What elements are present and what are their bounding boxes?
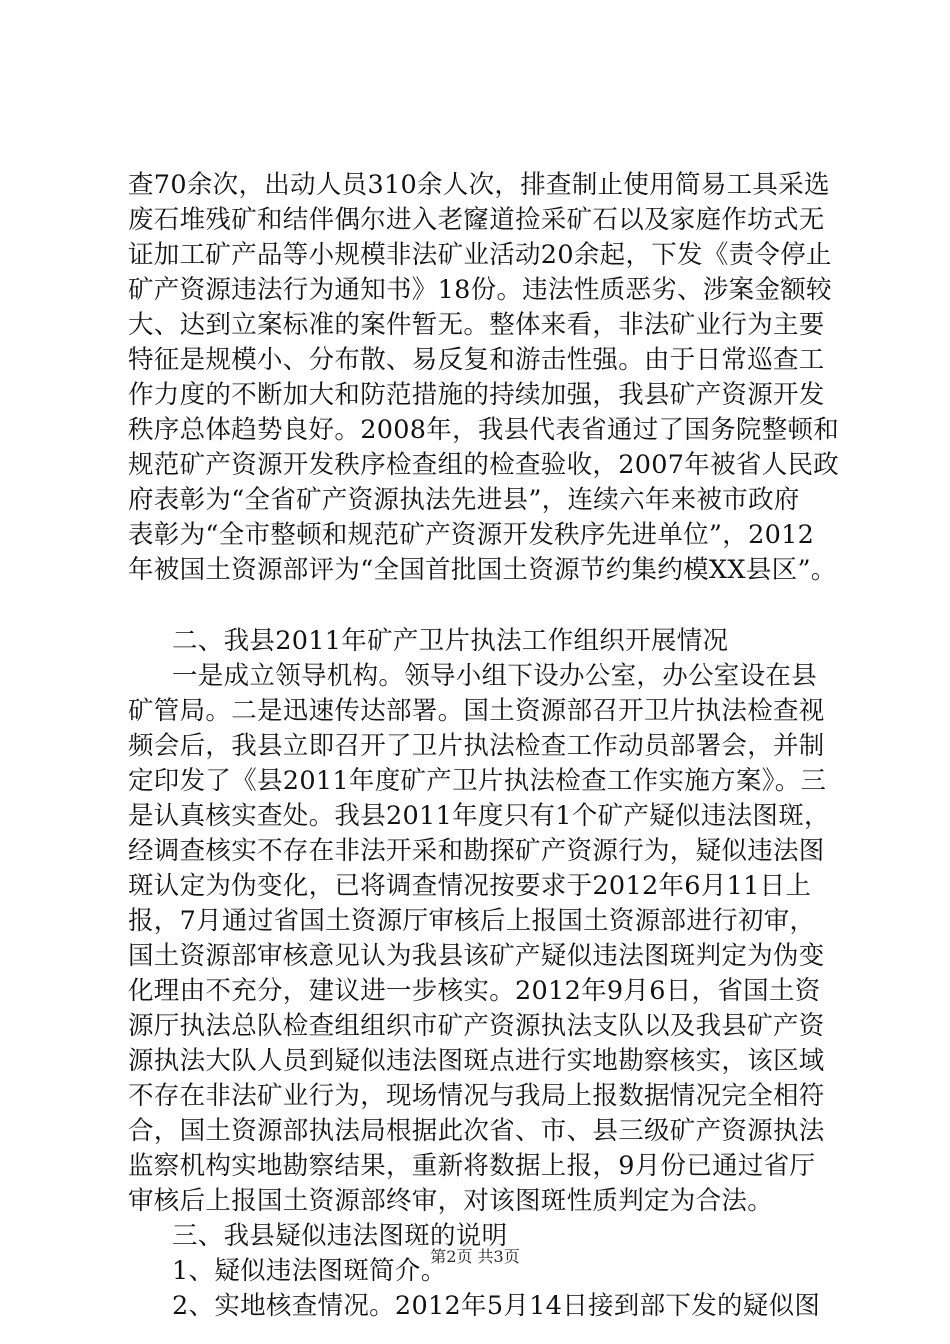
text-line: 报，7月通过省国土资源厅审核后上报国土资源部进行初审， [128, 906, 816, 936]
text-line: 监察机构实地勘察结果，重新将数据上报，9月份已通过省厅 [128, 1151, 816, 1181]
text-line: 规范矿产资源开发秩序检查组的检查验收，2007年被省人民政 [128, 450, 840, 480]
text-line: 查70余次，出动人员310余人次，排查制止使用简易工具采选 [128, 170, 830, 200]
text-line: 一是成立领导机构。领导小组下设办公室，办公室设在县 [172, 661, 818, 691]
text-line: 废石堆残矿和结伴偶尔进入老窿道捡采矿石以及家庭作坊式无 [128, 205, 825, 235]
text-line: 表彰为“全市整顿和规范矿产资源开发秩序先进单位”，2012 [128, 520, 815, 550]
text-line: 年被国土资源部评为“全国首批国土资源节约集约模XX县区”。 [128, 555, 837, 585]
text-line: 是认真核实查处。我县2011年度只有1个矿产疑似违法图斑， [128, 801, 830, 831]
text-line: 经调查核实不存在非法开采和勘探矿产资源行为，疑似违法图 [128, 836, 825, 866]
text-line: 作力度的不断加大和防范措施的持续加强，我县矿产资源开发 [128, 380, 825, 410]
text-line: 矿产资源违法行为通知书》18份。违法性质恶劣、涉案金额较 [128, 275, 832, 305]
text-line: 府表彰为“全省矿产资源执法先进县”，连续六年来被市政府 [128, 485, 800, 515]
text-line: 特征是规模小、分布散、易反复和游击性强。由于日常巡查工 [128, 345, 825, 375]
section-heading-3: 三、我县疑似违法图斑的说明 [172, 1221, 508, 1251]
text-line: 频会后，我县立即召开了卫片执法检查工作动员部署会，并制 [128, 731, 825, 761]
text-line: 定印发了《县2011年度矿产卫片执法检查工作实施方案》。三 [128, 766, 827, 796]
paragraph-1 [128, 168, 852, 588]
text-line: 秩序总体趋势良好。2008年，我县代表省通过了国务院整顿和 [128, 415, 840, 445]
text-line: 源厅执法总队检查组组织市矿产资源执法支队以及我县矿产资 [128, 1011, 825, 1041]
text-line: 斑认定为伪变化，已将调查情况按要求于2012年6月11日上 [128, 871, 812, 901]
text-line: 国土资源部审核意见认为我县该矿产疑似违法图斑判定为伪变 [128, 941, 825, 971]
text-line: 不存在非法矿业行为，现场情况与我局上报数据情况完全相符 [128, 1081, 825, 1111]
text-line: 证加工矿产品等小规模非法矿业活动20余起，下发《责令停止 [128, 240, 832, 270]
body-text [128, 168, 852, 1324]
text-line: 矿管局。二是迅速传达部署。国土资源部召开卫片执法检查视 [128, 696, 825, 726]
text-line: 源执法大队人员到疑似违法图斑点进行实地勘察核实，该区域 [128, 1046, 825, 1076]
text-line: 大、达到立案标准的案件暂无。整体来看，非法矿业行为主要 [128, 310, 825, 340]
section-heading-2: 二、我县2011年矿产卫片执法工作组织开展情况 [172, 626, 729, 656]
list-item: 1、疑似违法图斑简介。 [172, 1256, 447, 1286]
text-line: 化理由不充分，建议进一步核实。2012年9月6日，省国土资 [128, 976, 821, 1006]
text-line: 合，国土资源部执法局根据此次省、市、县三级矿产资源执法 [128, 1116, 825, 1146]
list-item: 2、实地核查情况。2012年5月14日接到部下发的疑似图 [172, 1291, 821, 1321]
paragraph-spacer [128, 588, 852, 624]
text-line: 审核后上报国土资源部终审，对该图斑性质判定为合法。 [128, 1186, 774, 1216]
paragraph-2 [128, 659, 852, 1219]
page-footer: 第2页 共3页 [430, 1247, 520, 1266]
